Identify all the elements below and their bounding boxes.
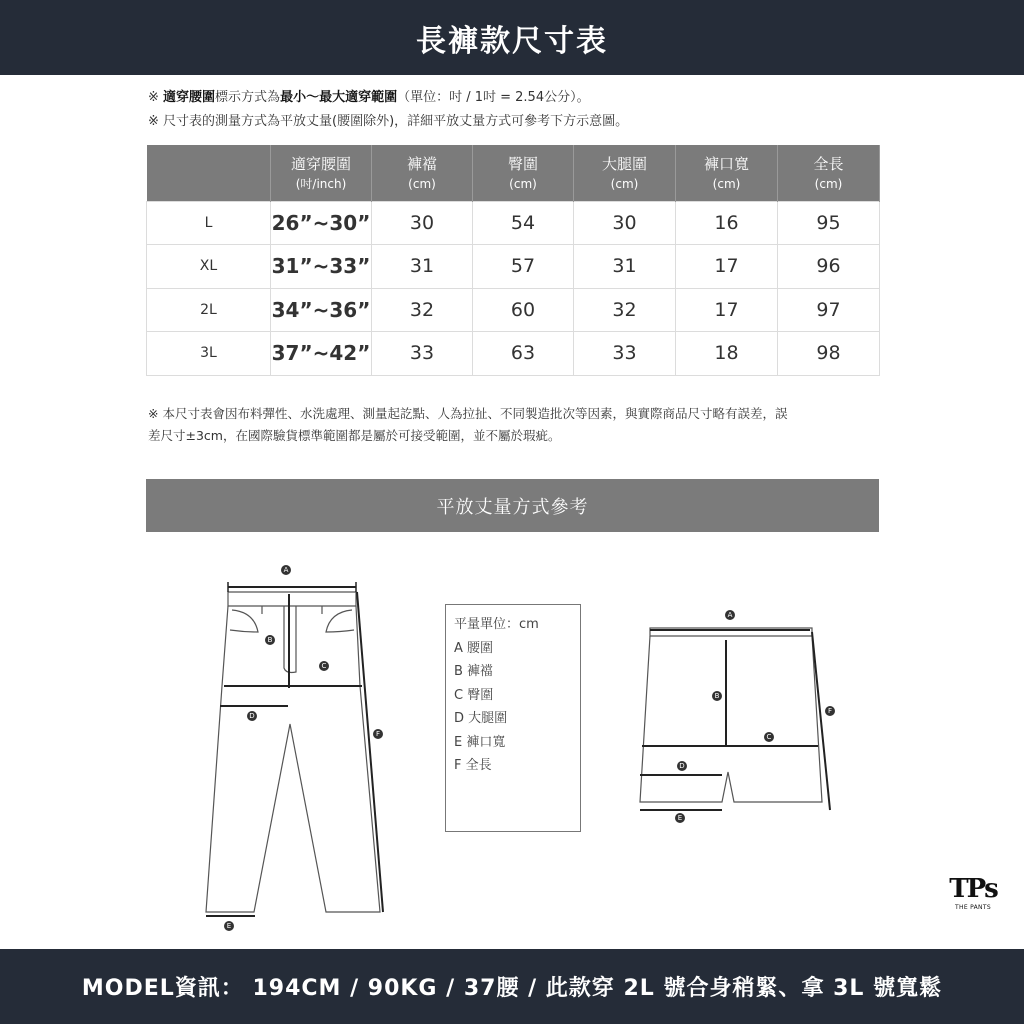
- header-cell-leg-opening: 褲口寬 (cm): [676, 145, 778, 201]
- header-cell-hip: 臀圍 (cm): [473, 145, 574, 201]
- marker-b-shorts: [712, 691, 722, 701]
- svg-text:A: A: [727, 611, 733, 619]
- legend-item: C 臀圍: [454, 687, 494, 703]
- cell-leg-opening: 17: [676, 245, 778, 289]
- marker-e-shorts: [675, 813, 685, 823]
- cell-hip: 60: [473, 288, 574, 332]
- disclaimer: [148, 403, 883, 447]
- marker-f-pants: [373, 729, 383, 739]
- note-bold-waist: 適穿腰圍: [163, 90, 216, 105]
- section-title: 平放丈量方式參考: [436, 496, 589, 518]
- legend-item: B 褲襠: [454, 664, 494, 679]
- marker-b-pants: [265, 635, 275, 645]
- legend-item: F 全長: [454, 758, 492, 773]
- table-row: [147, 201, 880, 245]
- table-header-row: [147, 145, 880, 201]
- cell-hip: 54: [473, 201, 574, 245]
- note-suffix: （單位：吋 / 1吋 = 2.54公分）。: [397, 90, 590, 105]
- svg-text:E: E: [677, 814, 683, 822]
- size-table: [146, 145, 880, 376]
- model-info: MODEL資訊： 194CM / 90KG / 37腰 / 此款穿 2L 號合身稍緊、拿 3L 號寬鬆: [81, 976, 943, 1001]
- note-line-1: [148, 86, 888, 110]
- section-bar: [146, 479, 879, 532]
- legend-item: A 腰圍: [454, 640, 494, 656]
- svg-text:A: A: [283, 566, 289, 574]
- marker-d-shorts: [677, 761, 687, 771]
- cell-size: 2L: [147, 288, 271, 332]
- note-mid: 標示方式為: [215, 90, 281, 105]
- cell-leg-opening: 16: [676, 201, 778, 245]
- long-pants-illustration: [206, 592, 380, 912]
- cell-rise: 31: [372, 245, 473, 289]
- measurement-legend: [445, 604, 581, 832]
- bottom-banner: [0, 949, 1024, 1024]
- cell-length: 95: [778, 201, 880, 245]
- header-cell-thigh: 大腿圍 (cm): [574, 145, 676, 201]
- cell-length: 98: [778, 332, 880, 376]
- marker-f-shorts: [825, 706, 835, 716]
- cell-length: 97: [778, 288, 880, 332]
- cell-rise: 33: [372, 332, 473, 376]
- cell-size: XL: [147, 245, 271, 289]
- cell-thigh: 30: [574, 201, 676, 245]
- page-title: 長褲款尺寸表: [416, 23, 608, 59]
- header-cell-waist: 適穿腰圍 (吋/inch): [271, 145, 372, 201]
- table-row: [147, 245, 880, 289]
- cell-waist: 26”~30”: [271, 201, 372, 245]
- svg-text:C: C: [321, 662, 327, 670]
- logo-subtitle: THE PANTS: [955, 904, 991, 911]
- notes: [148, 86, 888, 134]
- legend-item: D 大腿圍: [454, 711, 508, 726]
- cell-leg-opening: 17: [676, 288, 778, 332]
- note-line-2: ※ 尺寸表的測量方式為平放丈量(腰圍除外)，詳細平放丈量方式可參考下方示意圖。: [148, 114, 629, 129]
- logo-mark: TPs: [949, 874, 997, 904]
- cell-size: L: [147, 201, 271, 245]
- cell-thigh: 31: [574, 245, 676, 289]
- cell-hip: 63: [473, 332, 574, 376]
- legend-item: E 褲口寬: [454, 734, 506, 750]
- marker-c-pants: [319, 661, 329, 671]
- cell-waist: 31”~33”: [271, 245, 372, 289]
- note-prefix: ※: [148, 90, 164, 105]
- table-row: [147, 288, 880, 332]
- marker-a-shorts: [725, 610, 735, 620]
- marker-a-pants: [281, 565, 291, 575]
- cell-size: 3L: [147, 332, 271, 376]
- svg-text:B: B: [267, 636, 273, 644]
- cell-length: 96: [778, 245, 880, 289]
- marker-c-shorts: [764, 732, 774, 742]
- cell-waist: 34”~36”: [271, 288, 372, 332]
- cell-thigh: 33: [574, 332, 676, 376]
- disclaimer-line-1: ※ 本尺寸表會因布料彈性、水洗處理、測量起訖點、人為拉扯、不同製造批次等因素，與實際商品尺寸略有誤差，誤: [148, 406, 788, 421]
- cell-thigh: 32: [574, 288, 676, 332]
- cell-rise: 32: [372, 288, 473, 332]
- svg-text:C: C: [766, 733, 772, 741]
- disclaimer-line-2: 差尺寸±3cm，在國際驗貨標準範圍都是屬於可接受範圍，並不屬於瑕疵。: [148, 428, 561, 443]
- legend-unit: 平量單位：cm: [454, 617, 539, 632]
- table-row: [147, 332, 880, 376]
- svg-text:D: D: [679, 762, 685, 770]
- header-cell-length: 全長 (cm): [778, 145, 880, 201]
- svg-text:F: F: [827, 707, 833, 715]
- marker-d-pants: [247, 711, 257, 721]
- cell-waist: 37”~42”: [271, 332, 372, 376]
- top-banner: [0, 0, 1024, 75]
- cell-rise: 30: [372, 201, 473, 245]
- brand-logo: [948, 874, 998, 911]
- svg-text:E: E: [226, 922, 232, 930]
- svg-text:B: B: [714, 692, 720, 700]
- header-cell-rise: 褲襠 (cm): [372, 145, 473, 201]
- cell-hip: 57: [473, 245, 574, 289]
- note-bold-range: 最小～最大適穿範圍: [280, 90, 398, 105]
- svg-text:D: D: [249, 712, 255, 720]
- header-cell-size: [147, 145, 271, 201]
- marker-e-pants: [224, 921, 234, 931]
- cell-leg-opening: 18: [676, 332, 778, 376]
- svg-text:F: F: [375, 730, 381, 738]
- shorts-measure-lines: [640, 630, 833, 810]
